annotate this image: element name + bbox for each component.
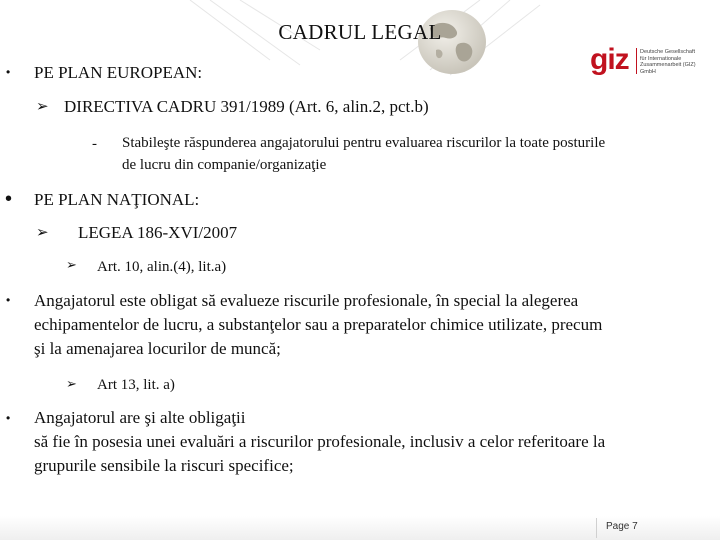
- bullet-dot-icon: •: [6, 411, 11, 425]
- logo-text: Deutsche Gesellschaft für Internationale Zusammenarbeit (GIZ) GmbH: [640, 49, 696, 75]
- law-title: LEGEA 186-XVI/2007: [78, 223, 238, 242]
- footer-divider: [596, 518, 597, 538]
- giz-logo: [590, 44, 710, 80]
- background-lines: [150, 0, 570, 90]
- bullet-dot-icon: •: [6, 293, 11, 307]
- arrow-bullet-icon: ➢: [36, 97, 49, 115]
- directive-title: DIRECTIVA CADRU 391/1989 (Art. 6, alin.2, pct.b): [64, 97, 429, 116]
- page-title: CADRUL LEGAL: [278, 20, 442, 44]
- logo-mark: giz: [590, 43, 629, 76]
- obligation-paragraph-1: Angajatorul este obligat să evalueze riscurile profesionale, în special la alegerea echipamentelor de lucru, a substanţelor sau a preparatelor chimice utilizate, precum şi la amenajarea locurilor de muncă;: [34, 291, 603, 358]
- european-heading: PE PLAN EUROPEAN:: [34, 63, 203, 82]
- page-number: Page 7: [606, 521, 638, 532]
- arrow-bullet-icon: ➢: [66, 377, 77, 392]
- arrow-bullet-icon: ➢: [36, 223, 49, 241]
- article-reference-1: Art. 10, alin.(4), lit.a): [97, 259, 227, 275]
- bullet-dot-icon: •: [5, 188, 13, 210]
- directive-description: Stabileşte răspunderea angajatorului pentru evaluarea riscurilor la toate posturile de lucru din companie/organizaţie: [122, 135, 606, 173]
- obligation-paragraph-2: Angajatorul are şi alte obligaţii să fie în posesia unei evaluări a riscurilor profesionale, inclusiv a celor referitoare la grupurile sensibile la riscuri specifice;: [34, 408, 606, 475]
- logo-divider: [636, 48, 637, 74]
- bullet-dot-icon: •: [6, 65, 11, 79]
- arrow-bullet-icon: ➢: [66, 258, 77, 273]
- dash-marker: -: [92, 136, 97, 152]
- article-reference-2: Art 13, lit. a): [97, 377, 175, 393]
- national-heading: PE PLAN NAŢIONAL:: [34, 190, 200, 209]
